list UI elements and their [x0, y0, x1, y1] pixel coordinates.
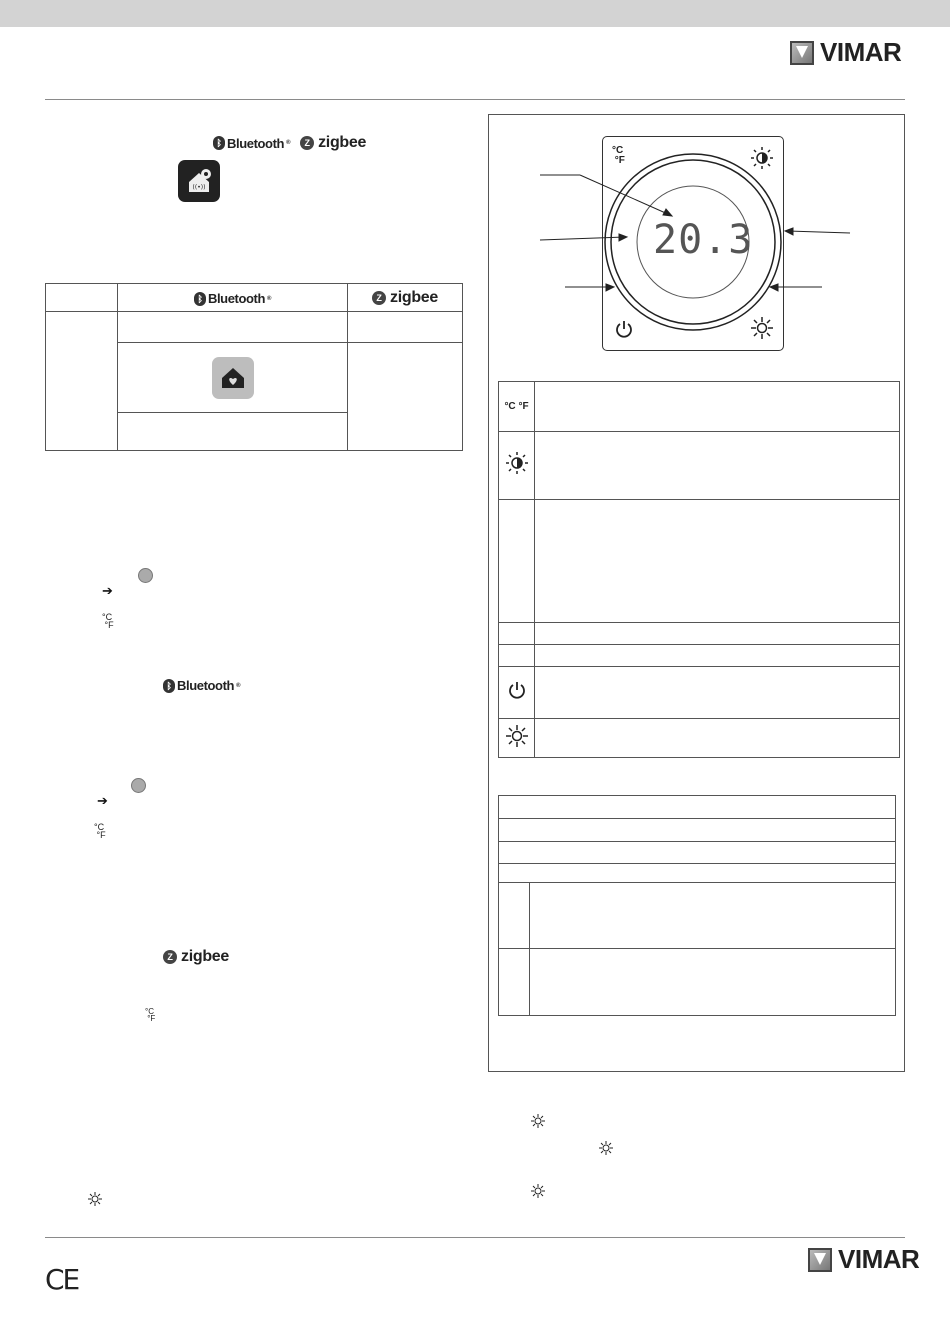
vimar-logo-icon [790, 41, 814, 65]
bluetooth-logo: ᛒ Bluetooth ® [213, 136, 290, 151]
spec-row [499, 796, 896, 819]
legend-text-cell [535, 382, 900, 432]
table-header-bluetooth: ᛒ Bluetooth ® [118, 284, 348, 312]
legend-icon-cell [499, 382, 535, 432]
ce-mark: CE [45, 1263, 79, 1296]
temperature-display: 20.3 [653, 217, 754, 263]
bluetooth-label: Bluetooth [227, 135, 285, 151]
table-cell [348, 343, 463, 451]
heat-cool-icon [599, 1141, 613, 1160]
spec-cell [499, 883, 530, 949]
spec-row [499, 864, 896, 883]
zigbee-icon: Z [372, 291, 386, 305]
legend-text-cell [535, 645, 900, 667]
zigbee-label: zigbee [318, 134, 367, 151]
table-cell [118, 343, 348, 413]
heat-cool-icon [88, 1192, 102, 1211]
legend-icon-cell [499, 667, 535, 719]
celsius-fahrenheit-icon: °C °F [102, 612, 114, 630]
legend-icon-cell [499, 645, 535, 667]
power-icon [507, 680, 527, 700]
table-cell [348, 312, 463, 343]
heat-cool-icon [751, 317, 773, 344]
brightness-icon [506, 452, 528, 474]
header-logo [790, 37, 901, 68]
home-heart-icon [212, 357, 254, 399]
app-settings-icon [178, 160, 220, 202]
vimar-logo-icon [808, 1248, 832, 1272]
spec-cell [499, 949, 530, 1016]
legend-text-cell [535, 667, 900, 719]
bluetooth-logo: ᛒ Bluetooth ® [163, 678, 240, 693]
legend-icon-cell [499, 432, 535, 500]
zigbee-logo [300, 134, 366, 152]
bluetooth-label: Bluetooth [177, 678, 235, 693]
legend-icon-cell [499, 719, 535, 758]
table-header-empty [46, 284, 118, 312]
spec-row [499, 842, 896, 864]
heat-cool-icon [506, 725, 528, 747]
spec-cell [530, 883, 896, 949]
heat-cool-icon [531, 1114, 545, 1133]
zigbee-icon: Z [300, 136, 314, 150]
heat-cool-icon [531, 1184, 545, 1203]
legend-text-cell [535, 500, 900, 623]
table-cell [118, 312, 348, 343]
celsius-fahrenheit-icon: °C °F [94, 822, 106, 840]
plus-button-icon [131, 778, 146, 793]
spec-cell [530, 949, 896, 1016]
protocol-logos [213, 134, 366, 152]
table-cell [118, 413, 348, 451]
power-icon [614, 319, 634, 344]
top-bar [0, 0, 950, 27]
svg-text:((•)): ((•)) [192, 184, 206, 191]
zigbee-label: zigbee [181, 948, 229, 965]
unit-toggle-icon: °C °F [612, 145, 625, 166]
bluetooth-icon: ᛒ [163, 679, 175, 693]
legend-icon-cell [499, 623, 535, 645]
legend-table [498, 381, 900, 758]
zigbee-label: zigbee [390, 289, 438, 306]
legend-icon-cell [499, 500, 535, 623]
celsius-fahrenheit-icon: °C °F [504, 401, 529, 412]
callout-lines [530, 165, 860, 305]
footer-brand: VIMAR [838, 1244, 920, 1274]
footer-logo [808, 1244, 919, 1275]
bluetooth-icon: ᛒ [194, 292, 206, 306]
arrow-right-icon: ➔ [102, 583, 113, 598]
table-cell [46, 312, 118, 451]
protocol-table [45, 283, 463, 451]
legend-text-cell [535, 719, 900, 758]
spec-row [499, 819, 896, 842]
header-rule [45, 99, 905, 100]
header-brand: VIMAR [820, 37, 902, 67]
table-header-zigbee [348, 284, 463, 312]
plus-button-icon [138, 568, 153, 583]
spec-table [498, 795, 896, 1016]
legend-text-cell [535, 623, 900, 645]
legend-text-cell [535, 432, 900, 500]
bluetooth-icon: ᛒ [213, 136, 225, 150]
celsius-fahrenheit-icon: °C °F [145, 1007, 156, 1023]
bluetooth-label: Bluetooth [207, 291, 266, 306]
arrow-right-icon: ➔ [97, 793, 108, 808]
footer-rule [45, 1237, 905, 1238]
zigbee-logo [163, 948, 229, 966]
zigbee-icon: Z [163, 950, 177, 964]
